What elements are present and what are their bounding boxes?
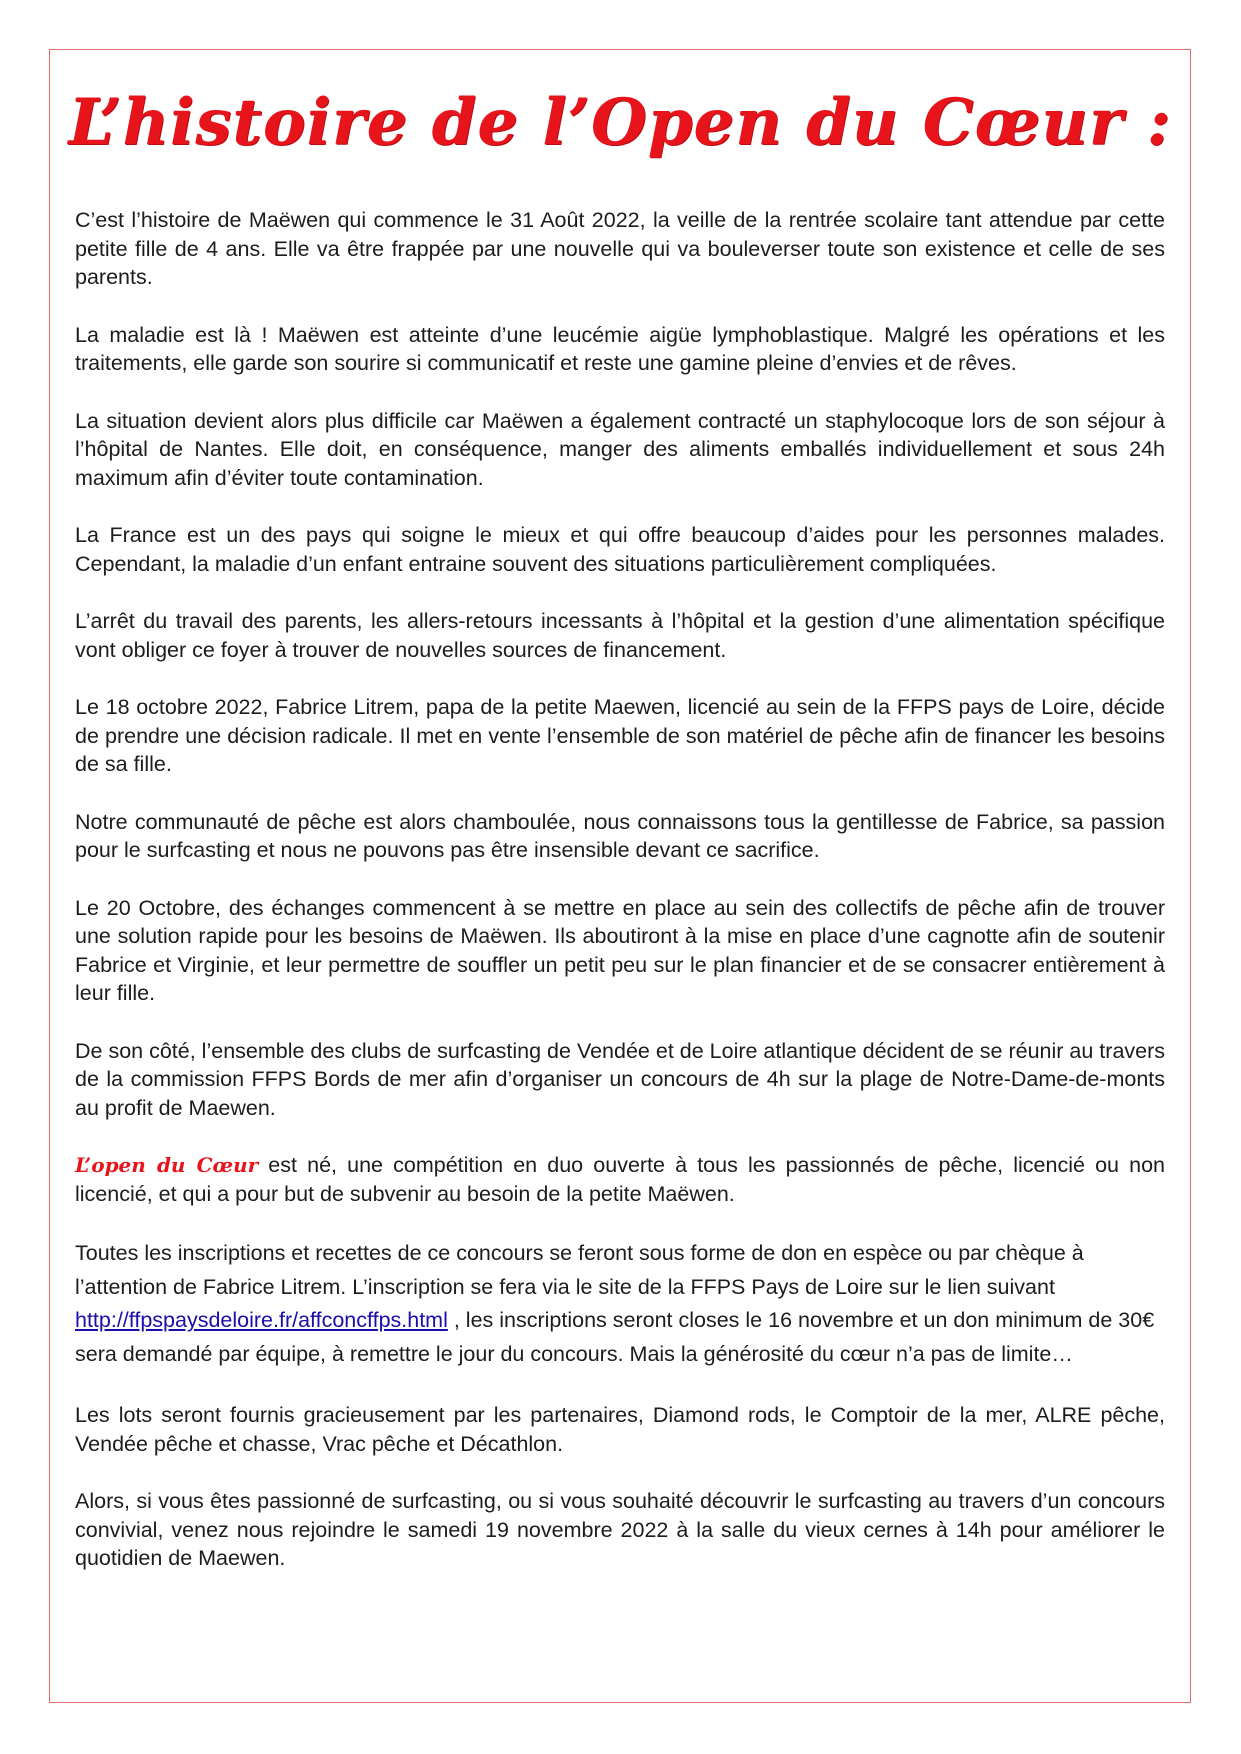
paragraph-intro: C’est l’histoire de Maëwen qui commence le 31 Août 2022, la veille de la rentrée scolaire tant attendue par cette petite fille de 4 ans. Elle va être frappée par une nouvelle qui va bouleverser toute son existence et celle de ses parents.: [75, 208, 1165, 290]
paragraph-clubs: De son côté, l’ensemble des clubs de surfcasting de Vendée et de Loire atlantique décident de se réunir au travers de la commission FFPS Bords de mer afin d’organiser un concours de 4h sur la plage de Notre-Dame-de-monts au profit de Maewen.: [75, 1038, 1166, 1121]
page-title: L’histoire de l’Open du Cœur :: [68, 85, 1172, 160]
paragraph-community: Notre communauté de pêche est alors chamboulée, nous connaissons tous la gentillesse de Fabrice, sa passion pour le surfcasting et nous ne pouvons pas être insensible devant ce sacrifice.: [75, 809, 1165, 863]
paragraph-staphylococcus: La situation devient alors plus difficile car Maëwen a également contracté un staphylocoque lors de son séjour à l’hôpital de Nantes. Elle doit, en conséquence, manger des aliments emballés individuellement et sous 24h maximum afin d’éviter toute contamination.: [75, 408, 1165, 490]
open-du-coeur-brand: L’open du Cœur: [75, 1153, 259, 1178]
paragraph-open-du-coeur: [75, 1151, 1165, 1208]
inscriptions-text-before: Toutes les inscriptions et recettes de ce concours se feront sous forme de don en espèce ou par chèque à l’attention de Fabrice Litrem. L’inscription se fera via le site de la FFPS Pays de Loire sur le lien suivant: [75, 1241, 1084, 1299]
paragraph-cagnotte: Le 20 Octobre, des échanges commencent à se mettre en place au sein des collectifs de pêche afin de trouver une solution rapide pour les besoins de Maëwen. Ils aboutiront à la mise en place d’une cagnotte afin de soutenir Fabrice et Virginie, et leur permettre de souffler un petit peu sur le plan financier et de se consacrer entièrement à leur fille.: [75, 895, 1165, 1006]
paragraph-france-care: La France est un des pays qui soigne le mieux et qui offre beaucoup d’aides pour les personnes malades. Cependant, la maladie d’un enfant entraine souvent des situations particulièrement compliquées.: [75, 523, 1165, 576]
paragraph-invitation: Alors, si vous êtes passionné de surfcasting, ou si vous souhaité découvrir le surfcasting au travers d’un concours convivial, venez nous rejoindre le samedi 19 novembre 2022 à la salle du vieux cernes à 14h pour améliorer le quotidien de Maewen.: [75, 1489, 1165, 1571]
paragraph-partners: Les lots seront fournis gracieusement par les partenaires, Diamond rods, le Comptoir de la mer, ALRE pêche, Vendée pêche et chasse, Vrac pêche et Décathlon.: [75, 1403, 1165, 1456]
article-body: [75, 206, 1165, 1602]
paragraph-fabrice-decision: Le 18 octobre 2022, Fabrice Litrem, papa de la petite Maewen, licencié au sein de la FFPS pays de Loire, décide de prendre une décision radicale. Il met en vente l’ensemble de son matériel de pêche afin de financer les besoins de sa fille.: [75, 695, 1165, 777]
inscription-link[interactable]: http://ffpspaysdeloire.fr/affconcffps.html: [75, 1308, 448, 1333]
paragraph-illness: La maladie est là ! Maëwen est atteinte d’une leucémie aigüe lymphoblastique. Malgré les opérations et les traitements, elle garde son sourire si communicatif et reste une gamine pleine d’envies et de rêves.: [75, 322, 1165, 376]
paragraph-inscriptions: [75, 1237, 1165, 1371]
paragraph-financing: L’arrêt du travail des parents, les allers-retours incessants à l’hôpital et la gestion d’une alimentation spécifique vont obliger ce foyer à trouver de nouvelles sources de financement.: [75, 609, 1165, 662]
open-du-coeur-text: est né, une compétition en duo ouverte à tous les passionnés de pêche, licencié ou non licencié, et qui a pour but de subvenir au besoin de la petite Maëwen.: [75, 1153, 1166, 1207]
inscriptions-text-after: , les inscriptions seront closes le 16 novembre et un don minimum de 30€ sera demandé par équipe, à remettre le jour du concours. Mais la générosité du cœur n’a pas de limite…: [75, 1308, 1155, 1366]
